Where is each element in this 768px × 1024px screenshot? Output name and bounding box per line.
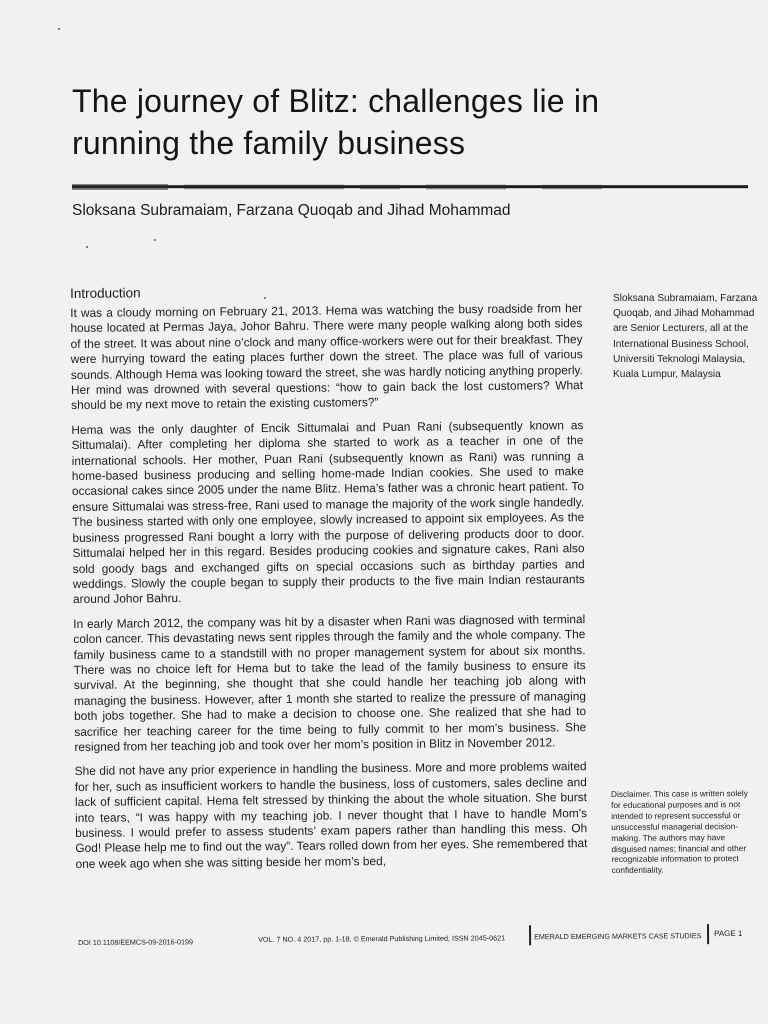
section-heading: Introduction — [70, 285, 141, 301]
article-authors: Sloksana Subramaiam, Farzana Quoqab and Jihad Mohammad — [72, 202, 511, 219]
footer-divider — [707, 924, 709, 944]
footer-divider — [529, 925, 531, 945]
title-rule — [72, 184, 748, 190]
footer-page-number: PAGE 1 — [714, 928, 743, 939]
disclaimer-note: Disclaimer. This case is written solely for educational purposes and is not intended to represent successful or unsuccessful managerial decision-making. The authors may have disguised names; financial and other recognizable information to protect confidentiality. — [611, 788, 748, 876]
author-affiliation-note: Sloksana Subramaiam, Farzana Quoqab, and Jihad Mohammad are Senior Lecturers, all at the International Business School, Universiti Teknologi Malaysia, Kuala Lumpur, Malaysia — [613, 293, 758, 381]
scan-speck — [154, 239, 156, 241]
article-title: The journey of Blitz: challenges lie in running the family business — [72, 83, 600, 161]
paragraph: It was a cloudy morning on February 21, 2013. Hema was watching the busy roadside from her house located at Permas Jaya, Johor Bahru. There were many people walking along both sides of the street. It was about nine o’clock and many office-workers were out for their breakfast. They were hurrying toward the eating places further down the street. The place was full of various sounds. Although Hema was looking toward the street, she was hardly noticing anything properly. Her mind was drowned with several questions: “how to gain back the lost customers? What should be my next move to retain the existing customers?” — [70, 301, 584, 413]
paragraph: In early March 2012, the company was hit by a disaster when Rani was diagnosed with terminal colon cancer. This devastating news sent ripples through the family and the whole company. The family business came to a standstill with no proper management system for about six months. There was no choice left for Hema but to take the lead of the family business to ensure its survival. At the beginning, she thought that she could handle her teaching job along with managing the business. However, after 1 month she started to realize the pressure of managing both jobs together. She had to make a decision to choose one. She realized that she had to sacrifice her teaching career for the time being to fully commit to her mom’s business. She resigned from her teaching job and took over her mom’s position in Blitz in November 2012. — [73, 611, 587, 754]
paragraph: She did not have any prior experience in handling the business. More and more problems waited for her, such as insufficient workers to handle the business, loss of customers, sales decline and lack of sufficient capital. Hema felt stressed by thinking the about the whole situation. She burst into tears, “I was happy with my teaching job. I never thought that I have to handle Mom’s business. I would prefer to assess students’ exam papers rather than handling this mess. Oh God! Please help me to find out the way”. Tears rolled down from her eyes. She remembered that one week ago when she was sitting beside her mom’s bed, — [74, 759, 588, 871]
footer-journal: EMERALD EMERGING MARKETS CASE STUDIES — [534, 931, 702, 942]
scan-speck — [58, 28, 60, 30]
paragraph: Hema was the only daughter of Encik Sittumalai and Puan Rani (subsequently known as Sittumalai). After completing her diploma she started to work as a teacher in one of the international schools. Her mother, Puan Rani (subsequently known as Rani) was running a home-based business producing and selling home-made Indian cookies. She used to make occasional cakes since 2005 under the name Blitz. Hema’s father was a chronic heart patient. To ensure Sittumalai was stress-free, Rani used to manage the majority of the work single handedly. The business started with only one employee, slowly increased to appoint six employees. As the business progressed Rani bought a lorry with the purpose of delivering products door to door. Sittumalai helped her in this regard. Besides producing cookies and signature cakes, Rani also sold goody bags and exchanged gifts on special occasions such as birthday parties and weddings. Slowly the couple began to supply their products to the five main Indian restaurants around Johor Bahru. — [71, 417, 585, 607]
footer-volume: VOL. 7 NO. 4 2017, pp. 1-18, © Emerald Publishing Limited, ISSN 2045-0621 — [258, 933, 506, 944]
page-footer — [78, 922, 748, 950]
article-body — [70, 281, 588, 881]
scan-speck — [86, 246, 88, 248]
footer-doi: DOI 10.1108/EEMCS-09-2016-0199 — [78, 937, 194, 947]
scan-speck — [264, 297, 266, 299]
